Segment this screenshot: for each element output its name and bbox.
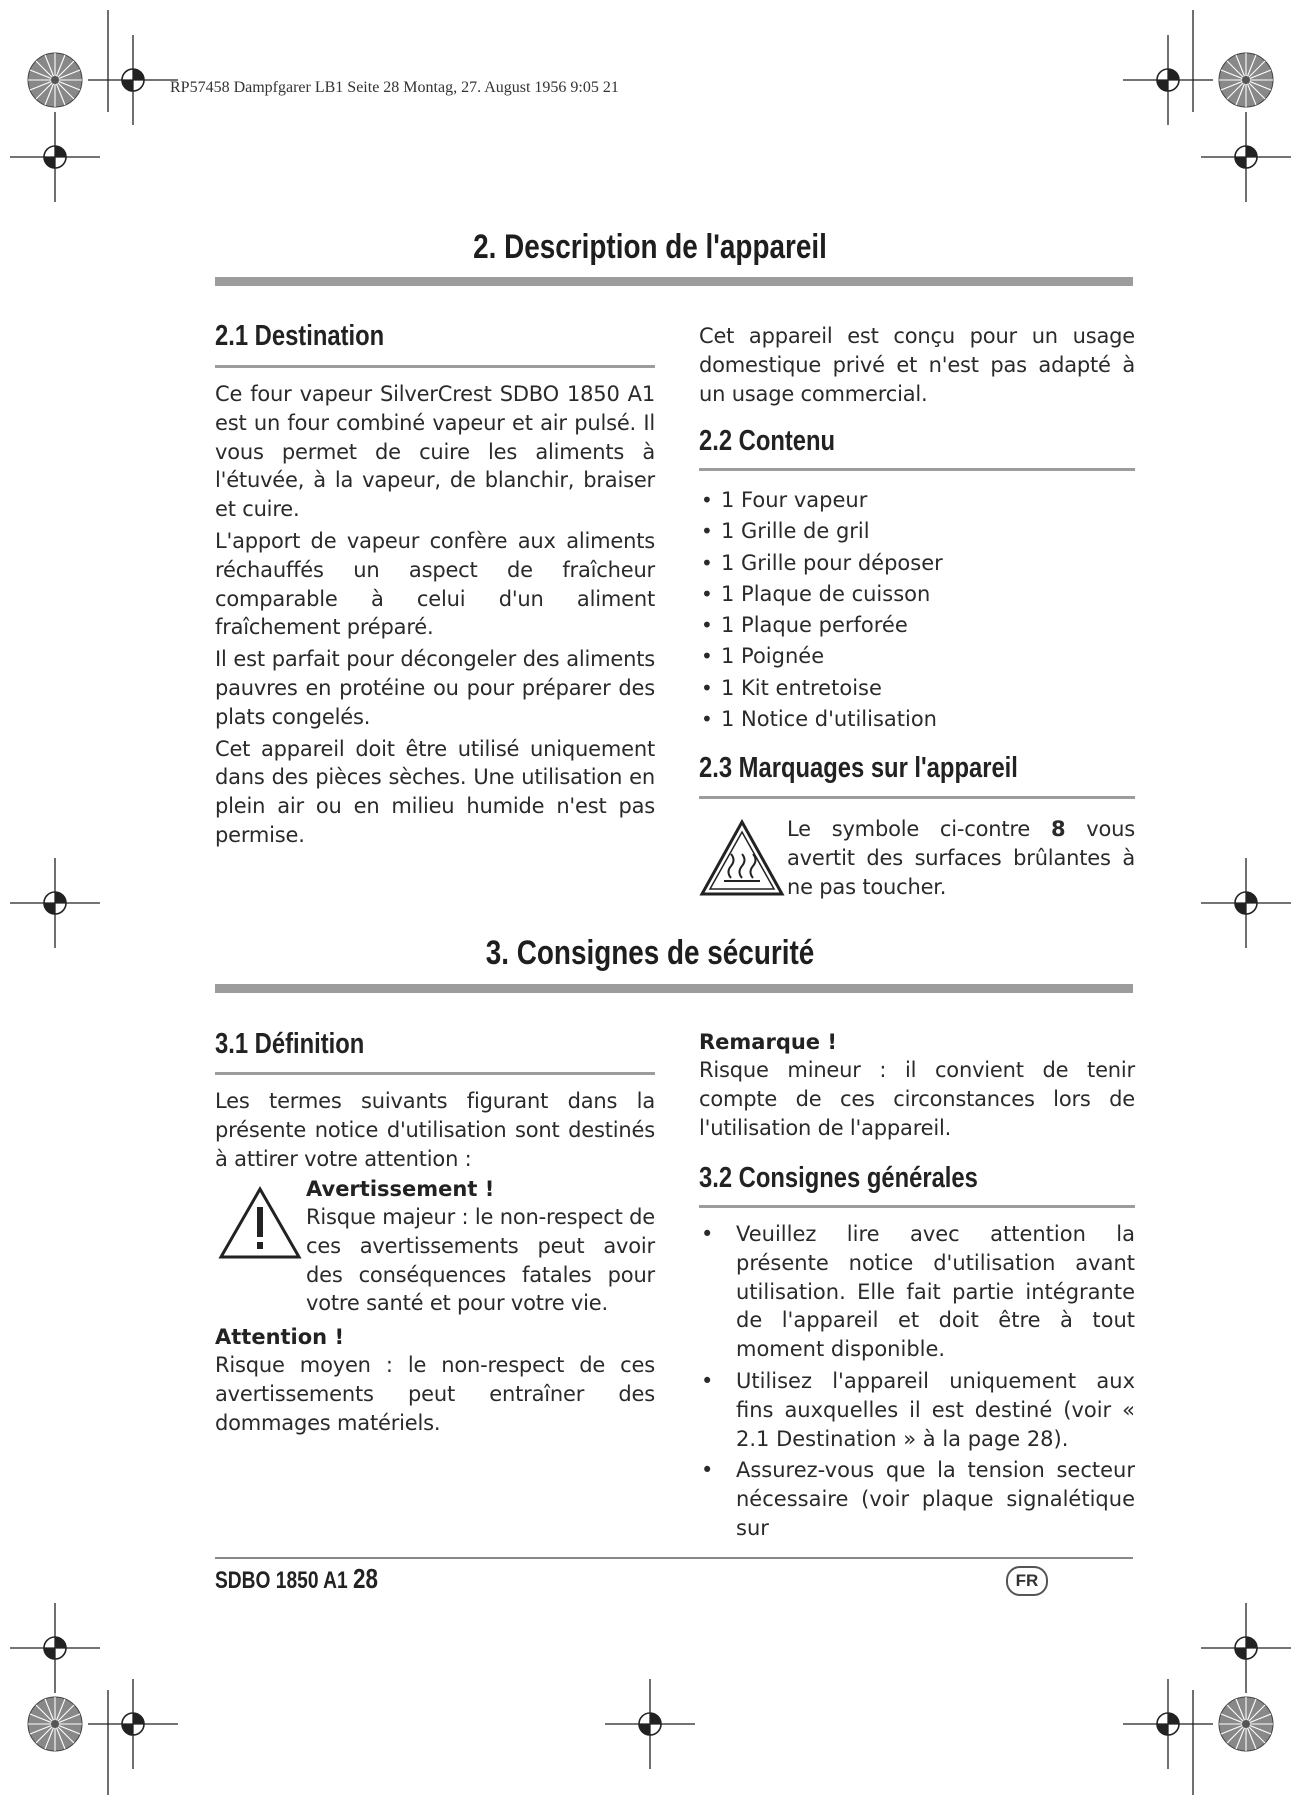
print-slug: RP57458 Dampfgarer LB1 Seite 28 Montag, 27. August 1956 9:05 21: [170, 79, 619, 96]
heading-3-1: 3.1 Définition: [215, 1028, 365, 1060]
heading-2-2-rule: [699, 468, 1135, 471]
warning-text: Risque majeur : le non-respect de ces avertissements peut avoir des conséquences fatales pour votre santé et pour votre vie.: [306, 1205, 655, 1316]
attention-text: Risque moyen : le non-respect de ces avertissements peut entraîner des dommages matériels.: [215, 1353, 655, 1435]
warning-label: Avertissement !: [306, 1177, 495, 1201]
destination-p5: Cet appareil est conçu pour un usage domestique privé et n'est pas adapté à un usage commercial.: [699, 324, 1135, 406]
heading-2-3: 2.3 Marquages sur l'appareil: [699, 752, 1018, 784]
section-2-rule: [215, 277, 1133, 286]
list-item: • 1 Four vapeur: [699, 485, 1135, 516]
list-item: • 1 Poignée: [699, 641, 1135, 672]
destination-p1: Ce four vapeur SilverCrest SDBO 1850 A1 est un four combiné vapeur et air pulsé. Il vous permet de cuire les aliments à l'étuvée, à la vapeur, de blanchir, braiser et cuire.: [215, 382, 655, 522]
list-item: • 1 Plaque perforée: [699, 610, 1135, 641]
general-instructions-list: [699, 1220, 1135, 1546]
definition-intro: Les termes suivants figurant dans la présente notice d'utilisation sont destinés à attirer votre attention :: [215, 1089, 655, 1171]
footer-rule: [215, 1557, 1133, 1559]
remark-label: Remarque !: [699, 1030, 837, 1054]
destination-text: [215, 380, 655, 850]
list-item: • 1 Grille de gril: [699, 516, 1135, 547]
heading-2-1: 2.1 Destination: [215, 320, 385, 352]
destination-p2: L'apport de vapeur confère aux aliments réchauffés un aspect de fraîcheur comparable à celui d'un aliment fraîchement préparé.: [215, 528, 655, 640]
attention-label: Attention !: [215, 1325, 345, 1349]
list-item: • Assurez-vous que la tension secteur nécessaire (voir plaque signalétique sur: [699, 1456, 1135, 1542]
markings-ref-number: 8: [1050, 817, 1066, 841]
list-item: • Utilisez l'appareil uniquement aux fins auxquelles il est destiné (voir « 2.1 Destination » à la page 28).: [699, 1367, 1135, 1453]
hot-surface-warning-icon: [698, 818, 786, 898]
language-badge: FR: [1006, 1566, 1048, 1596]
footer-model: SDBO 1850 A1: [215, 1567, 348, 1594]
heading-2-1-rule: [215, 365, 655, 368]
destination-p4: Cet appareil doit être utilisé uniquement dans des pièces sèches. Une utilisation en plein air ou en milieu humide n'est pas permise.: [215, 736, 655, 847]
footer-page-number: 28: [353, 1563, 378, 1594]
list-item: • 1 Plaque de cuisson: [699, 579, 1135, 610]
markings-text-after: vous avertit des surfaces brûlantes à ne pas toucher.: [787, 817, 1135, 899]
footer-model-page: [215, 1563, 378, 1595]
warning-triangle-icon: [217, 1185, 303, 1261]
remark-text: Risque mineur : il convient de tenir compte de ces circonstances lors de l'utilisation de l'appareil.: [699, 1058, 1135, 1140]
destination-p3: Il est parfait pour décongeler des aliments pauvres en protéine ou pour préparer des plats congelés.: [215, 647, 655, 729]
list-item: • 1 Grille pour déposer: [699, 548, 1135, 579]
markings-text-before: Le symbole ci-contre: [787, 817, 1051, 841]
heading-3-1-rule: [215, 1072, 655, 1075]
contents-list: [699, 485, 1135, 735]
list-item: • Veuillez lire avec attention la présente notice d'utilisation avant utilisation. Elle fait partie intégrante de l'appareil et doit être à tout moment disponible.: [699, 1220, 1135, 1364]
list-item: • 1 Notice d'utilisation: [699, 704, 1135, 735]
heading-2-2: 2.2 Contenu: [699, 425, 836, 457]
heading-3-2: 3.2 Consignes générales: [699, 1162, 978, 1194]
heading-3-2-rule: [699, 1205, 1135, 1208]
section-3-title: 3. Consignes de sécurité: [485, 934, 815, 972]
markings-text: [787, 815, 1135, 901]
heading-2-3-rule: [699, 796, 1135, 799]
section-2-title: 2. Description de l'appareil: [473, 228, 827, 266]
list-item: • 1 Kit entretoise: [699, 673, 1135, 704]
section-3-rule: [215, 984, 1133, 993]
